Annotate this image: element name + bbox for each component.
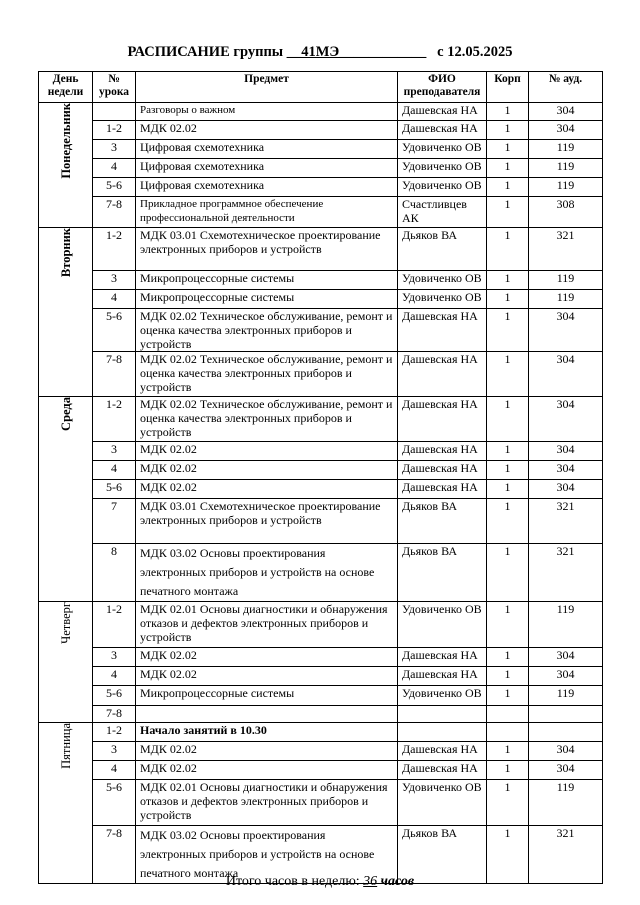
room: 119 xyxy=(529,602,603,648)
room: 321 xyxy=(529,544,603,602)
group-name: __41МЭ____________ xyxy=(286,44,427,60)
subject: МДК 02.02 xyxy=(136,461,398,480)
table-row xyxy=(39,480,603,499)
corp: 1 xyxy=(487,761,529,780)
teacher: Дашевская НА xyxy=(398,397,487,442)
teacher: Удовиченко ОВ xyxy=(398,159,487,178)
corp xyxy=(487,706,529,723)
table-row xyxy=(39,686,603,706)
corp: 1 xyxy=(487,442,529,461)
lesson-num: 5-6 xyxy=(93,686,136,706)
lesson-num: 5-6 xyxy=(93,480,136,499)
room: 321 xyxy=(529,228,603,271)
subject: МДК 02.01 Основы диагностики и обнаружения отказов и дефектов электронных приборов и устройств xyxy=(136,602,398,648)
lesson-num: 3 xyxy=(93,742,136,761)
teacher: Дьяков ВА xyxy=(398,228,487,271)
room: 304 xyxy=(529,442,603,461)
room: 304 xyxy=(529,352,603,397)
table-row xyxy=(39,442,603,461)
lesson-num xyxy=(93,103,136,121)
lesson-num: 1-2 xyxy=(93,602,136,648)
corp: 1 xyxy=(487,499,529,544)
corp: 1 xyxy=(487,140,529,159)
corp: 1 xyxy=(487,309,529,352)
lesson-num: 3 xyxy=(93,442,136,461)
table-row xyxy=(39,761,603,780)
lesson-num: 4 xyxy=(93,290,136,309)
room: 119 xyxy=(529,290,603,309)
subject xyxy=(136,706,398,723)
teacher: Дашевская НА xyxy=(398,742,487,761)
table-row xyxy=(39,290,603,309)
room xyxy=(529,723,603,742)
subject-text: МДК 03.02 Основы проектирования электронных приборов и устройств на основе печатного монтажа xyxy=(140,546,375,598)
col-header-lesson: № урока xyxy=(93,72,136,103)
room: 304 xyxy=(529,309,603,352)
room: 304 xyxy=(529,648,603,667)
teacher xyxy=(398,706,487,723)
table-row xyxy=(39,648,603,667)
room: 304 xyxy=(529,480,603,499)
table-row xyxy=(39,742,603,761)
total-label: Итого часов в неделю: xyxy=(225,874,360,889)
room: 304 xyxy=(529,461,603,480)
subject: Микропроцессорные системы xyxy=(136,290,398,309)
subject-text: МДК 03.02 Основы проектирования электронных приборов и устройств на основе печатного монтажа xyxy=(140,828,375,880)
table-row xyxy=(39,121,603,140)
subject: МДК 02.02 xyxy=(136,648,398,667)
lesson-num: 7-8 xyxy=(93,197,136,228)
lesson-num: 1-2 xyxy=(93,723,136,742)
table-row xyxy=(39,271,603,290)
total-unit: часов xyxy=(380,874,415,889)
corp: 1 xyxy=(487,197,529,228)
teacher: Дашевская НА xyxy=(398,461,487,480)
teacher: Удовиченко ОВ xyxy=(398,780,487,826)
teacher: Дашевская НА xyxy=(398,352,487,397)
corp: 1 xyxy=(487,602,529,648)
corp: 1 xyxy=(487,271,529,290)
room: 119 xyxy=(529,178,603,197)
table-row xyxy=(39,352,603,397)
lesson-num: 1-2 xyxy=(93,397,136,442)
subject: МДК 02.02 Техническое обслуживание, ремонт и оценка качества электронных приборов и устройств xyxy=(136,397,398,442)
day-wednesday xyxy=(39,397,93,602)
table-header-row xyxy=(39,72,603,103)
corp: 1 xyxy=(487,159,529,178)
subject: Микропроцессорные системы xyxy=(136,686,398,706)
corp: 1 xyxy=(487,648,529,667)
corp: 1 xyxy=(487,178,529,197)
lesson-num: 7-8 xyxy=(93,706,136,723)
teacher: Дьяков ВА xyxy=(398,826,487,884)
day-monday xyxy=(39,103,93,228)
total-hours: 36 xyxy=(363,874,378,889)
schedule-table xyxy=(38,71,603,884)
lesson-num: 5-6 xyxy=(93,178,136,197)
room: 304 xyxy=(529,103,603,121)
subject: МДК 02.01 Основы диагностики и обнаружения отказов и дефектов электронных приборов и устройств xyxy=(136,780,398,826)
lesson-num: 3 xyxy=(93,140,136,159)
corp: 1 xyxy=(487,544,529,602)
table-row xyxy=(39,723,603,742)
table-row xyxy=(39,499,603,544)
teacher: Удовиченко ОВ xyxy=(398,602,487,648)
subject: МДК 02.02 xyxy=(136,121,398,140)
subject: МДК 03.01 Схемотехническое проектирование электронных приборов и устройств xyxy=(136,499,398,544)
table-row xyxy=(39,461,603,480)
corp: 1 xyxy=(487,352,529,397)
room: 119 xyxy=(529,159,603,178)
subject: МДК 02.02 Техническое обслуживание, ремонт и оценка качества электронных приборов и устройств xyxy=(136,309,398,352)
lesson-num: 3 xyxy=(93,648,136,667)
subject xyxy=(136,544,398,602)
day-tuesday xyxy=(39,228,93,397)
teacher: Дашевская НА xyxy=(398,103,487,121)
subject: Начало занятий в 10.30 xyxy=(136,723,398,742)
lesson-num: 4 xyxy=(93,159,136,178)
subject: МДК 02.02 xyxy=(136,442,398,461)
day-label: Понедельник xyxy=(58,103,73,179)
room: 308 xyxy=(529,197,603,228)
table-row xyxy=(39,544,603,602)
corp: 1 xyxy=(487,780,529,826)
corp: 1 xyxy=(487,480,529,499)
room xyxy=(529,706,603,723)
room: 304 xyxy=(529,742,603,761)
room: 119 xyxy=(529,140,603,159)
table-row xyxy=(39,197,603,228)
lesson-num: 1-2 xyxy=(93,228,136,271)
teacher: Удовиченко ОВ xyxy=(398,271,487,290)
col-header-subject: Предмет xyxy=(136,72,398,103)
room: 321 xyxy=(529,826,603,884)
corp: 1 xyxy=(487,103,529,121)
corp: 1 xyxy=(487,742,529,761)
table-row xyxy=(39,667,603,686)
room: 304 xyxy=(529,397,603,442)
teacher: Дашевская НА xyxy=(398,309,487,352)
col-header-corp: Корп xyxy=(487,72,529,103)
col-header-room: № ауд. xyxy=(529,72,603,103)
teacher: Дьяков ВА xyxy=(398,499,487,544)
weekly-total xyxy=(0,874,640,890)
teacher xyxy=(398,723,487,742)
lesson-num: 4 xyxy=(93,667,136,686)
corp: 1 xyxy=(487,397,529,442)
day-label: Среда xyxy=(58,397,73,431)
teacher: Дашевская НА xyxy=(398,648,487,667)
table-row xyxy=(39,103,603,121)
subject: Цифровая схемотехника xyxy=(136,140,398,159)
day-friday xyxy=(39,723,93,884)
teacher: Дьяков ВА xyxy=(398,544,487,602)
room: 321 xyxy=(529,499,603,544)
teacher: Дашевская НА xyxy=(398,761,487,780)
teacher: Удовиченко ОВ xyxy=(398,290,487,309)
subject: МДК 02.02 xyxy=(136,761,398,780)
teacher: Дашевская НА xyxy=(398,667,487,686)
day-label: Пятница xyxy=(58,723,73,769)
teacher: Счастливцев АК xyxy=(398,197,487,228)
corp: 1 xyxy=(487,290,529,309)
lesson-num: 4 xyxy=(93,761,136,780)
teacher: Удовиченко ОВ xyxy=(398,140,487,159)
day-label: Четверг xyxy=(58,602,73,644)
corp: 1 xyxy=(487,826,529,884)
lesson-num: 1-2 xyxy=(93,121,136,140)
lesson-num: 7-8 xyxy=(93,352,136,397)
teacher: Дашевская НА xyxy=(398,480,487,499)
table-row xyxy=(39,159,603,178)
corp: 1 xyxy=(487,686,529,706)
table-row xyxy=(39,780,603,826)
table-row xyxy=(39,228,603,271)
lesson-num: 5-6 xyxy=(93,780,136,826)
subject: Разговоры о важном xyxy=(136,103,398,121)
subject: Прикладное программное обеспечение профессиональной деятельности xyxy=(136,197,398,228)
lesson-num: 7 xyxy=(93,499,136,544)
room: 304 xyxy=(529,667,603,686)
schedule-title xyxy=(0,44,640,61)
corp: 1 xyxy=(487,667,529,686)
teacher: Дашевская НА xyxy=(398,121,487,140)
room: 119 xyxy=(529,686,603,706)
subject: Микропроцессорные системы xyxy=(136,271,398,290)
subject: МДК 03.01 Схемотехническое проектирование электронных приборов и устройств xyxy=(136,228,398,271)
corp: 1 xyxy=(487,461,529,480)
table-row xyxy=(39,602,603,648)
table-row xyxy=(39,397,603,442)
corp: 1 xyxy=(487,228,529,271)
table-row xyxy=(39,178,603,197)
day-label: Вторник xyxy=(58,228,73,278)
lesson-num: 8 xyxy=(93,544,136,602)
subject: МДК 02.02 xyxy=(136,480,398,499)
table-row xyxy=(39,309,603,352)
subject: МДК 02.02 Техническое обслуживание, ремонт и оценка качества электронных приборов и устройств xyxy=(136,352,398,397)
subject: МДК 02.02 xyxy=(136,742,398,761)
lesson-num: 4 xyxy=(93,461,136,480)
corp xyxy=(487,723,529,742)
schedule-date: с 12.05.2025 xyxy=(437,44,513,60)
table-row xyxy=(39,140,603,159)
teacher: Удовиченко ОВ xyxy=(398,686,487,706)
lesson-num: 7-8 xyxy=(93,826,136,884)
teacher: Удовиченко ОВ xyxy=(398,178,487,197)
col-header-teacher: ФИО преподавателя xyxy=(398,72,487,103)
day-thursday xyxy=(39,602,93,723)
subject: МДК 02.02 xyxy=(136,667,398,686)
subject: Цифровая схемотехника xyxy=(136,159,398,178)
room: 304 xyxy=(529,121,603,140)
room: 119 xyxy=(529,271,603,290)
room: 119 xyxy=(529,780,603,826)
teacher: Дашевская НА xyxy=(398,442,487,461)
lesson-num: 5-6 xyxy=(93,309,136,352)
corp: 1 xyxy=(487,121,529,140)
title-label: РАСПИСАНИЕ группы xyxy=(127,44,284,60)
lesson-num: 3 xyxy=(93,271,136,290)
table-row xyxy=(39,706,603,723)
col-header-day: День недели xyxy=(39,72,93,103)
subject: Цифровая схемотехника xyxy=(136,178,398,197)
room: 304 xyxy=(529,761,603,780)
